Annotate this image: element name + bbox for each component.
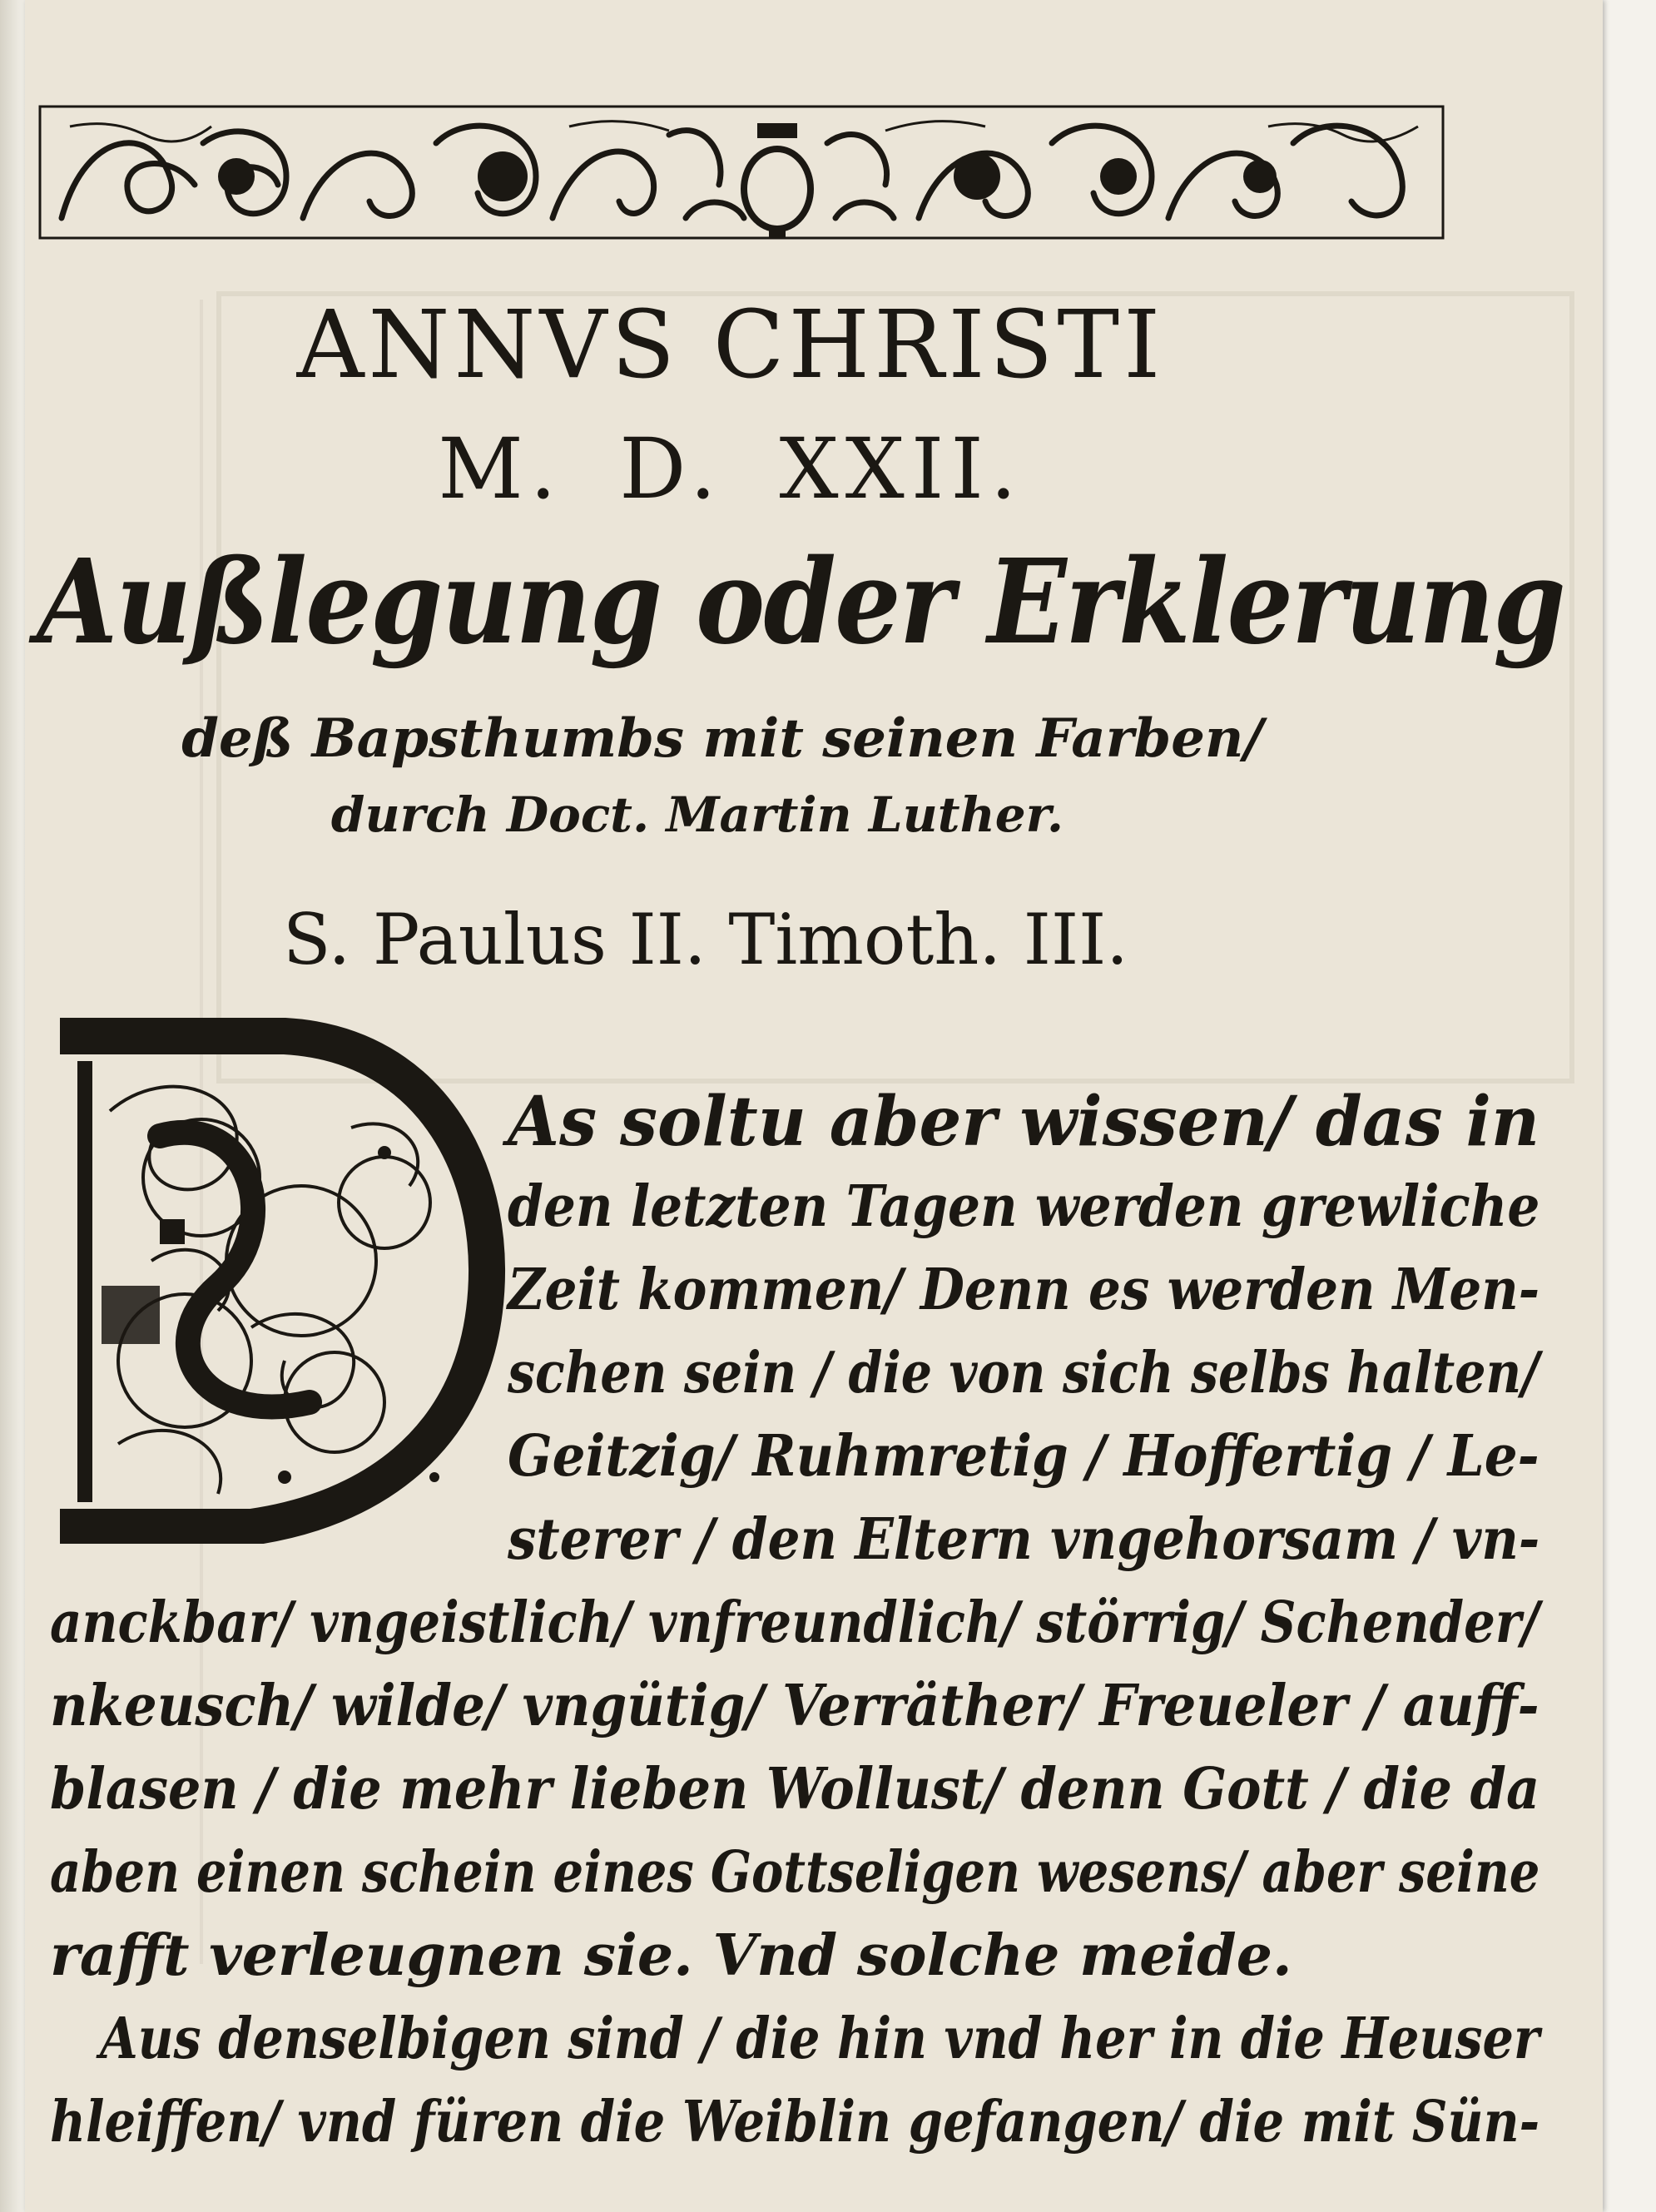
main-title: Außlegung oder Erklerung — [37, 534, 1564, 671]
body-line-8: nkeusch/ wilde/ vngütig/ Verräther/ Freueler / auff- — [50, 1673, 1539, 1739]
title-line-1: ANNVS CHRISTI — [296, 291, 1165, 399]
body-line-5: Geitzig/ Ruhmretig / Hoffertig / Le- — [508, 1423, 1539, 1490]
body-line-4: schen sein / die von sich selbs halten/ — [508, 1340, 1539, 1406]
body-line-3: Zeit kommen/ Denn es werden Men- — [508, 1257, 1540, 1323]
body-line-2: den letzten Tagen werden grewliche — [508, 1173, 1540, 1240]
scripture-reference: S. Paulus II. Timoth. III. — [282, 899, 1129, 980]
body-line-13: hleiffen/ vnd füren die Weiblin gefangen/ die mit Sün- — [50, 2089, 1540, 2155]
subtitle-line-1: deß Bapsthumbs mit seinen Farben/ — [181, 707, 1263, 770]
document-page — [25, 0, 1603, 2212]
body-line-7: anckbar/ vngeistlich/ vnfreundlich/ störrig/ Schender/ — [50, 1590, 1539, 1656]
ornament-band-icon — [37, 93, 1446, 251]
body-line-12: Aus denselbigen sind / die hin vnd her in die Heuser — [100, 2006, 1540, 2072]
body-line-9: blasen / die mehr lieben Wollust/ denn Gott / die da — [50, 1756, 1540, 1823]
body-line-11: rafft verleugnen sie. Vnd solche meide. — [50, 1922, 1292, 1989]
body-line-6: sterer / den Eltern vngehorsam / vn- — [508, 1506, 1540, 1573]
title-year: M. D. XXII. — [438, 420, 1024, 518]
body-line-1: As soltu aber wissen/ das in — [508, 1082, 1540, 1162]
subtitle-line-2: durch Doct. Martin Luther. — [330, 786, 1064, 843]
body-line-10: aben einen schein eines Gottseligen wesens/ aber seine — [50, 1839, 1540, 1906]
ornamental-initial-d-icon — [35, 1011, 506, 1544]
